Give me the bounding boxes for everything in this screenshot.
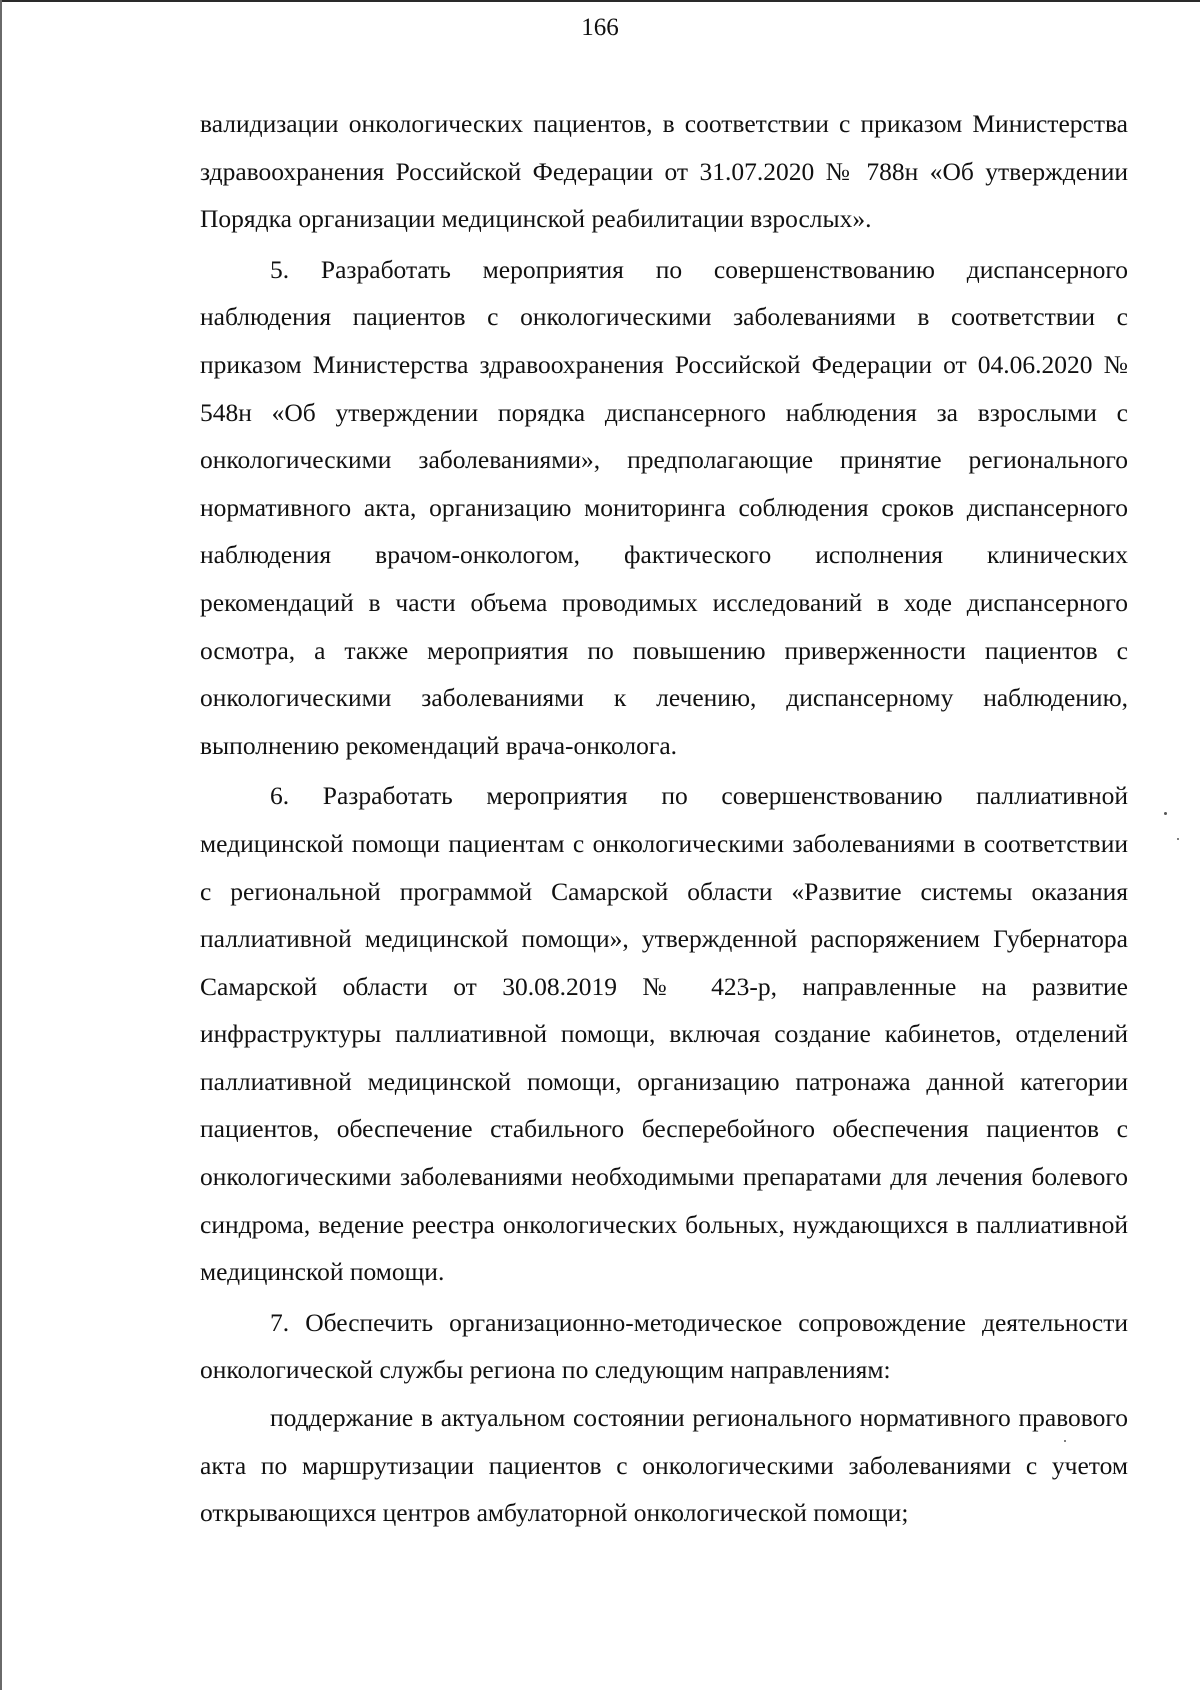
scan-speck	[1177, 838, 1179, 840]
paragraph-item-6: 6. Разработать мероприятия по совершенствованию паллиативной медицинской помощи пациентам с онкологическими заболеваниями в соответствии с региональной программой Самарской области «Развитие системы оказания паллиативной медицинской помощи», утвержденной распоряжением Губернатора Самарской области от 30.08.2019 № 423-р, направленные на развитие инфраструктуры паллиативной помощи, включая создание кабинетов, отделений паллиативной медицинской помощи, организацию патронажа данной категории пациентов, обеспечение стабильного бесперебойного обеспечения пациентов с онкологическими заболеваниями необходимыми препаратами для лечения болевого синдрома, ведение реестра онкологических больных, нуждающихся в паллиативной медицинской помощи.	[200, 781, 1128, 1287]
scan-edge-left	[0, 0, 2, 1690]
paragraph-sub-item: поддержание в актуальном состоянии регионального нормативного правового акта по маршрутизации пациентов с онкологическими заболеваниями с учетом открывающихся центров амбулаторной онкологической помощи;	[200, 1403, 1128, 1528]
scan-speck	[1164, 812, 1167, 815]
paragraph-item-7: 7. Обеспечить организационно-методическое сопровождение деятельности онкологической службы региона по следующим направлениям:	[200, 1307, 1128, 1385]
scan-edge-top	[0, 0, 1200, 2]
paragraph-item-5: 5. Разработать мероприятия по совершенствованию диспансерного наблюдения пациентов с онкологическими заболеваниями в соответствии с приказом Министерства здравоохранения Российской Федерации от 04.06.2020 № 548н «Об утверждении порядка диспансерного наблюдения за взрослыми с онкологическими заболеваниями», предполагающие принятие регионального нормативного акта, организацию мониторинга соблюдения сроков диспансерного наблюдения врачом-онкологом, фактического исполнения клинических рекомендаций в части объема проводимых исследований в ходе диспансерного осмотра, а также мероприятия по повышению приверженности пациентов с онкологическими заболеваниями к лечению, диспансерному наблюдению, выполнению рекомендаций врача-онколога.	[200, 254, 1128, 760]
paragraph-continuation: валидизации онкологических пациентов, в соответствии с приказом Министерства здравоохранения Российской Федерации от 31.07.2020 № 788н «Об утверждении Порядка организации медицинской реабилитации взрослых».	[200, 109, 1128, 234]
document-body	[200, 100, 1128, 1537]
page-number: 166	[581, 14, 619, 41]
